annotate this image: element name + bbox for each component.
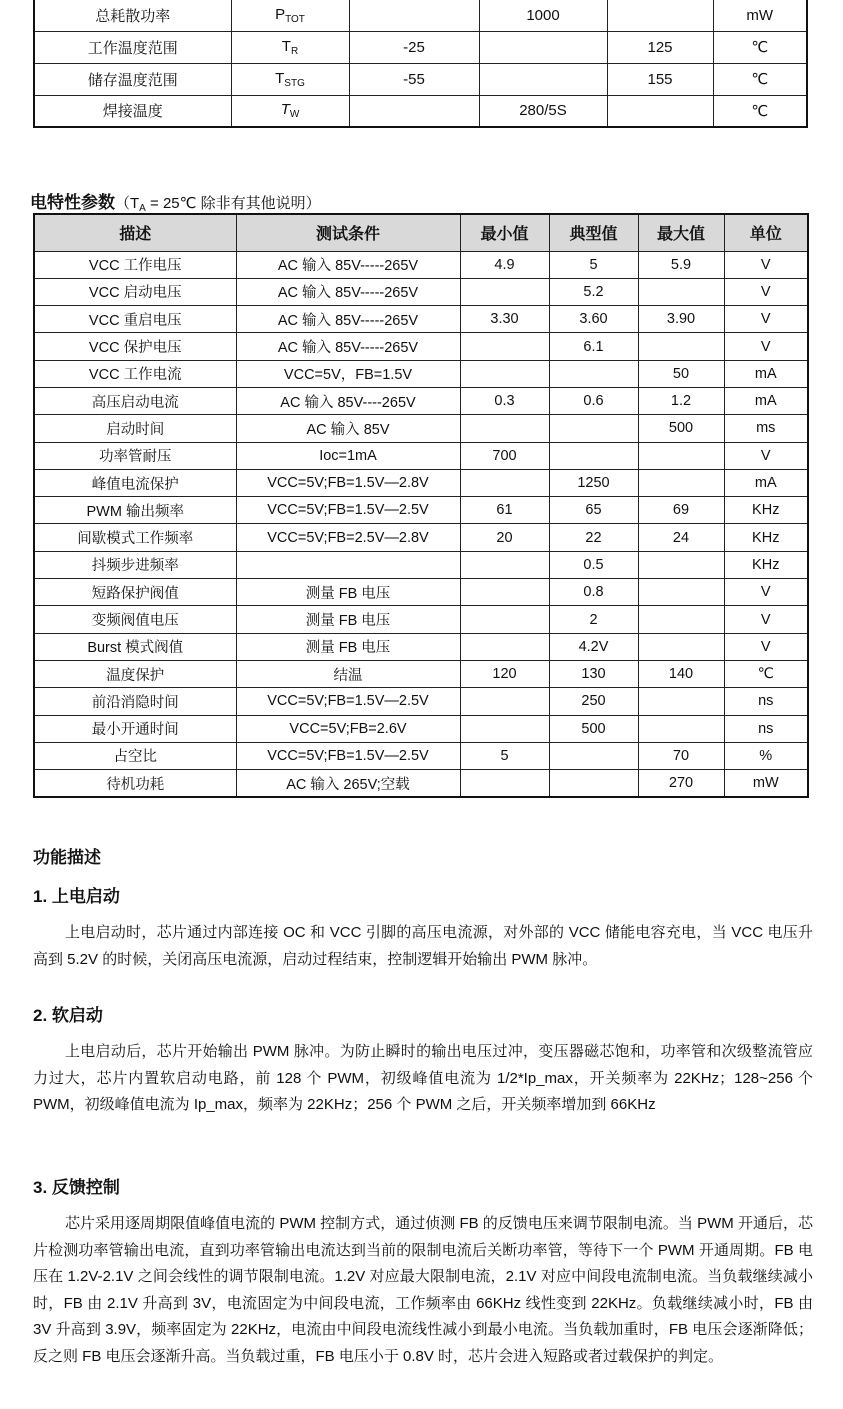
- table-cell: AC 输入 85V-----265V: [236, 306, 460, 333]
- heading-feedback: 3. 反馈控制: [33, 1178, 120, 1197]
- column-header: 最小值: [460, 214, 549, 251]
- table-row: [34, 306, 808, 333]
- cell-unit: ℃: [713, 95, 807, 127]
- table-cell: VCC=5V;FB=1.5V—2.8V: [236, 469, 460, 496]
- table-cell: [460, 606, 549, 633]
- table-cell: ns: [724, 715, 808, 742]
- table-cell: KHz: [724, 551, 808, 578]
- table-row: [34, 606, 808, 633]
- cell-sym: [231, 0, 349, 31]
- table-cell: VCC 启动电压: [34, 278, 236, 305]
- column-header: 最大值: [638, 214, 724, 251]
- cell-max: [607, 95, 713, 127]
- table-cell: VCC=5V;FB=2.6V: [236, 715, 460, 742]
- cell-min: -55: [349, 63, 479, 95]
- table-cell: V: [724, 333, 808, 360]
- table-cell: [638, 551, 724, 578]
- table-cell: 20: [460, 524, 549, 551]
- table-cell: 1250: [549, 469, 638, 496]
- symbol-subscript: R: [290, 45, 299, 57]
- symbol: P: [275, 5, 286, 23]
- cell-unit: ℃: [713, 31, 807, 63]
- table-cell: V: [724, 606, 808, 633]
- table-cell: [549, 360, 638, 387]
- table-cell: 前沿消隐时间: [34, 688, 236, 715]
- table-cell: AC 输入 85V-----265V: [236, 333, 460, 360]
- cell-desc: 储存温度范围: [34, 63, 231, 95]
- table-cell: 250: [549, 688, 638, 715]
- table-row: [34, 442, 808, 469]
- table-cell: 65: [549, 497, 638, 524]
- table-cell: V: [724, 251, 808, 278]
- table-cell: 启动时间: [34, 415, 236, 442]
- table-cell: 最小开通时间: [34, 715, 236, 742]
- table-cell: [638, 442, 724, 469]
- table-cell: 61: [460, 497, 549, 524]
- table-cell: 70: [638, 742, 724, 769]
- table-cell: 0.8: [549, 579, 638, 606]
- table-row: [34, 770, 808, 797]
- table-cell: 0.3: [460, 387, 549, 414]
- cell-typ: 280/5S: [479, 95, 607, 127]
- table-cell: 50: [638, 360, 724, 387]
- table-cell: PWM 输出频率: [34, 497, 236, 524]
- cell-max: [607, 0, 713, 31]
- table-row: [34, 551, 808, 578]
- table-cell: [549, 415, 638, 442]
- table-cell: V: [724, 442, 808, 469]
- heading-soft-start: 2. 软启动: [33, 1006, 103, 1025]
- table-row: [34, 688, 808, 715]
- cell-min: [349, 0, 479, 31]
- cell-typ: [479, 31, 607, 63]
- table-cell: mA: [724, 360, 808, 387]
- table-cell: 0.5: [549, 551, 638, 578]
- table-cell: [460, 633, 549, 660]
- table-cell: V: [724, 278, 808, 305]
- table-cell: 温度保护: [34, 660, 236, 687]
- table-cell: V: [724, 633, 808, 660]
- table-cell: 峰值电流保护: [34, 469, 236, 496]
- table-cell: VCC=5V;FB=1.5V—2.5V: [236, 742, 460, 769]
- table-cell: 变频阀值电压: [34, 606, 236, 633]
- table-cell: 测量 FB 电压: [236, 579, 460, 606]
- cell-desc: 总耗散功率: [34, 0, 231, 31]
- table-row: [34, 742, 808, 769]
- table-row: [34, 497, 808, 524]
- table-cell: %: [724, 742, 808, 769]
- symbol: T: [281, 37, 291, 55]
- table-cell: 3.90: [638, 306, 724, 333]
- table-cell: 120: [460, 660, 549, 687]
- table-cell: [460, 415, 549, 442]
- symbol: T: [280, 101, 290, 119]
- para-soft-start: 上电启动后，芯片开始输出 PWM 脉冲。为防止瞬时的输出电压过冲，变压器磁芯饱和，功率管和次级整流管应力过大，芯片内置软启动电路，前 128 个 PWM，初级峰值电流为 1/2*Ip_max，开关频率为 22KHz；128~256 个 PWM，初级峰值电流为 Ip_max，频率为 22KHz；256 个 PWM 之后，开关频率增加到 66KHz: [33, 1043, 813, 1113]
- column-header: 典型值: [549, 214, 638, 251]
- table-row: [34, 415, 808, 442]
- table-cell: 500: [549, 715, 638, 742]
- table-cell: AC 输入 265V;空载: [236, 770, 460, 797]
- table-cell: 5.2: [549, 278, 638, 305]
- table-cell: [236, 551, 460, 578]
- table-cell: V: [724, 306, 808, 333]
- table-cell: [549, 742, 638, 769]
- table-cell: [638, 278, 724, 305]
- table-row: [34, 360, 808, 387]
- table-row: [34, 469, 808, 496]
- table-cell: 4.2V: [549, 633, 638, 660]
- para-feedback: 芯片采用逐周期限值峰值电流的 PWM 控制方式，通过侦测 FB 的反馈电压来调节限制电流。当 PWM 开通后，芯片检测功率管输出电流，直到功率管输出电流达到当前的限制电流后关断功率管，等待下一个 PWM 开通周期。FB 电压在 1.2V-2.1V 之间会线性的调节限制电流。1.2V 对应最大限制电流，2.1V 对应中间段电流制电流。当负载继续减小时，FB 由 2.1V 升高到 3V，电流固定为中间段电流，工作频率由 66KHz 线性变到 22KHz。负载继续减小时，FB 由 3V 升高到 3.9V，频率固定为 22KHz，电流由中间段电流线性减小到最小电流。当负载加重时，FB 电压会逐渐降低；反之则 FB 电压会逐渐升高。当负载过重，FB 电压小于 0.8V 时，芯片会进入短路或者过载保护的判定。: [33, 1215, 813, 1365]
- table-cell: [460, 469, 549, 496]
- table-cell: [460, 770, 549, 797]
- symbol-subscript: TOT: [285, 13, 305, 25]
- table-row: [34, 63, 807, 95]
- table-cell: VCC 保护电压: [34, 333, 236, 360]
- table-row: [34, 579, 808, 606]
- cell-min: -25: [349, 31, 479, 63]
- table-cell: [638, 688, 724, 715]
- table-cell: V: [724, 579, 808, 606]
- table-row: [34, 633, 808, 660]
- cell-max: 125: [607, 31, 713, 63]
- table-cell: 2: [549, 606, 638, 633]
- table-row: [34, 278, 808, 305]
- table-cell: 69: [638, 497, 724, 524]
- table-row: [34, 333, 808, 360]
- table-cell: 5: [460, 742, 549, 769]
- table-cell: KHz: [724, 524, 808, 551]
- table-cell: 130: [549, 660, 638, 687]
- table-cell: [638, 633, 724, 660]
- table-cell: 功率管耐压: [34, 442, 236, 469]
- cell-unit: mW: [713, 0, 807, 31]
- cell-sym: [231, 31, 349, 63]
- table-cell: KHz: [724, 497, 808, 524]
- table-cell: ns: [724, 688, 808, 715]
- section-title: 功能描述: [33, 848, 101, 867]
- table-cell: [460, 360, 549, 387]
- para-power-on: 上电启动时，芯片通过内部连接 OC 和 VCC 引脚的高压电流源，对外部的 VCC 储能电容充电，当 VCC 电压升高到 5.2V 的时候，关闭高压电流源，启动过程结束，控制逻辑开始输出 PWM 脉冲。: [33, 924, 813, 968]
- table-cell: AC 输入 85V-----265V: [236, 251, 460, 278]
- table-cell: 间歇模式工作频率: [34, 524, 236, 551]
- symbol-subscript: W: [289, 109, 300, 121]
- table-cell: [638, 715, 724, 742]
- table-cell: 140: [638, 660, 724, 687]
- table-cell: [460, 278, 549, 305]
- table-cell: VCC 工作电流: [34, 360, 236, 387]
- cell-sym: [231, 95, 349, 127]
- cell-max: 155: [607, 63, 713, 95]
- table-row: [34, 387, 808, 414]
- table-cell: VCC 重启电压: [34, 306, 236, 333]
- table-cell: [460, 715, 549, 742]
- table-cell: 270: [638, 770, 724, 797]
- table-cell: 测量 FB 电压: [236, 606, 460, 633]
- cell-desc: 焊接温度: [34, 95, 231, 127]
- table-cell: mA: [724, 387, 808, 414]
- column-header: 测试条件: [236, 214, 460, 251]
- cell-unit: ℃: [713, 63, 807, 95]
- table-cell: VCC 工作电压: [34, 251, 236, 278]
- table-cell: VCC=5V;FB=1.5V—2.5V: [236, 497, 460, 524]
- table-cell: [638, 469, 724, 496]
- table-row: [34, 95, 807, 127]
- table-cell: 短路保护阀值: [34, 579, 236, 606]
- table-cell: [638, 333, 724, 360]
- table-cell: 结温: [236, 660, 460, 687]
- table-row: [34, 524, 808, 551]
- absolute-max-table: [33, 0, 808, 128]
- table-cell: 3.30: [460, 306, 549, 333]
- table-cell: 0.6: [549, 387, 638, 414]
- cell-typ: [479, 63, 607, 95]
- table-cell: 22: [549, 524, 638, 551]
- table-cell: [460, 333, 549, 360]
- table-cell: 5.9: [638, 251, 724, 278]
- table-cell: [549, 770, 638, 797]
- table-cell: [460, 579, 549, 606]
- cell-desc: 工作温度范围: [34, 31, 231, 63]
- table-cell: 待机功耗: [34, 770, 236, 797]
- table-cell: 24: [638, 524, 724, 551]
- table-cell: AC 输入 85V-----265V: [236, 278, 460, 305]
- table-row: [34, 0, 807, 31]
- cell-sym: [231, 63, 349, 95]
- symbol-subscript: STG: [284, 77, 305, 89]
- table-cell: 6.1: [549, 333, 638, 360]
- table-cell: 5: [549, 251, 638, 278]
- table-cell: [460, 688, 549, 715]
- table-cell: VCC=5V;FB=1.5V—2.5V: [236, 688, 460, 715]
- heading-power-on: 1. 上电启动: [33, 887, 120, 906]
- table-cell: [460, 551, 549, 578]
- table-row: [34, 715, 808, 742]
- table-cell: mW: [724, 770, 808, 797]
- table-cell: 1.2: [638, 387, 724, 414]
- table-row: [34, 251, 808, 278]
- cell-typ: 1000: [479, 0, 607, 31]
- table-cell: ℃: [724, 660, 808, 687]
- table-cell: Ioc=1mA: [236, 442, 460, 469]
- table-cell: mA: [724, 469, 808, 496]
- table-cell: 3.60: [549, 306, 638, 333]
- table-cell: 占空比: [34, 742, 236, 769]
- electrical-characteristics-table: [33, 213, 809, 798]
- table-cell: [549, 442, 638, 469]
- table-row: [34, 660, 808, 687]
- symbol: T: [275, 69, 285, 87]
- table-cell: Burst 模式阀值: [34, 633, 236, 660]
- table-cell: 4.9: [460, 251, 549, 278]
- column-header: 描述: [34, 214, 236, 251]
- table-cell: AC 输入 85V----265V: [236, 387, 460, 414]
- table-cell: [638, 579, 724, 606]
- table-cell: AC 输入 85V: [236, 415, 460, 442]
- table-cell: 高压启动电流: [34, 387, 236, 414]
- column-header: 单位: [724, 214, 808, 251]
- table-cell: [638, 606, 724, 633]
- table-cell: 测量 FB 电压: [236, 633, 460, 660]
- table-row: [34, 31, 807, 63]
- table-cell: 700: [460, 442, 549, 469]
- table-cell: ms: [724, 415, 808, 442]
- table-cell: 抖频步进频率: [34, 551, 236, 578]
- elec-title: 电特性参数（$T_A$ = 25℃ 除非有其他说明）: [30, 193, 321, 214]
- cell-min: [349, 95, 479, 127]
- table-cell: VCC=5V;FB=2.5V—2.8V: [236, 524, 460, 551]
- table-cell: VCC=5V，FB=1.5V: [236, 360, 460, 387]
- table-cell: 500: [638, 415, 724, 442]
